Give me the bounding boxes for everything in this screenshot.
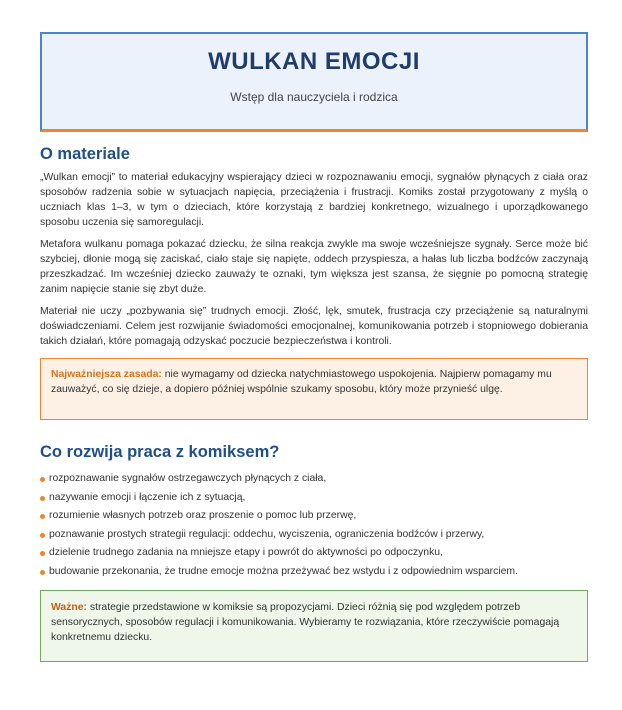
list-item [40,526,588,545]
list-item [40,507,588,526]
bullet-icon [40,570,45,575]
bullet-icon [40,514,45,519]
list-item [40,489,588,508]
note-text: strategie przedstawione w komiksie są propozycjami. Dzieci różnią się pod względem potrzeb sensorycznych, sposobów regulacji i komunikowania. Wybieramy te rozwiązania, które rzeczywiście pomagają konkretnemu dziecku. [51,602,560,643]
title-banner [40,32,588,132]
list-item-text: rozumienie własnych potrzeb oraz proszenie o pomoc lub przerwę, [49,510,357,521]
about-paragraph-2: Metafora wulkanu pomaga pokazać dziecku, że silna reakcja zwykle ma swoje wcześniejsze sygnały. Serce może bić szybciej, dłonie mogą się zaciskać, ciało staje się napięte, oddech przyspiesza, a hałas lub liczba bodźców zaczynają przeszkadzać. Im wcześniej dziecko zauważy te oznaki, tym większa jest szansa, że sięgnie po pomocną strategię zanim napięcie stanie się zbyt duże. [40,239,588,295]
list-item-text: poznawanie prostych strategii regulacji: oddechu, wyciszenia, ograniczenia bodźców i przerwy, [49,528,485,540]
list-item-text: dzielenie trudnego zadania na mniejsze etapy i powrót do aktywności po odpoczynku, [49,547,443,558]
about-paragraph-3: Materiał nie uczy „pozbywania się” trudnych emocji. Złość, lęk, smutek, frustracja czy przeciążenie są naturalnymi doświadczeniami. Celem jest rozwijanie świadomości emocjonalnej, komunikowania potrzeb i stopniowego dobierania takich działań, które pomagają odzyskać poczucie bezpieczeństwa i kontroli. [40,306,588,347]
list-item-text: rozpoznawanie sygnałów ostrzegawczych płynących z ciała, [49,473,327,484]
bullet-icon [40,496,45,501]
bullet-icon [40,477,45,482]
list-item [40,470,588,489]
about-paragraph-1: „Wulkan emocji” to materiał edukacyjny wspierający dzieci w rozpoznawaniu emocji, sygnałów płynących z ciała oraz sposobów radzenia sobie w sytuacjach napięcia, przeciążenia i frustracji. Komiks został przygotowany z myślą o uczniach klas 1–3, w tym o dzieciach, które korzystają z bardziej konkretnego, wizualnego i uporządkowanego sposobu uczenia się samoregulacji. [40,172,588,228]
page-title: WULKAN EMOCJI [208,48,420,75]
bullet-icon [40,551,45,556]
list-item [40,563,588,582]
note-callout [40,590,588,662]
list-item-text: nazywanie emocji i łączenie ich z sytuacją, [49,491,246,503]
principle-lead: Najważniejsza zasada: [51,369,162,380]
list-item [40,544,588,563]
principle-callout [40,358,588,420]
list-item-text: budowanie przekonania, że trudne emocje można przeżywać bez wstydu i z odpowiednim wsparciem. [49,565,518,577]
benefits-list [40,470,588,581]
principle-text: nie wymagamy od dziecka natychmiastowego uspokojenia. Najpierw pomagamy mu zauważyć, co się dzieje, a dopiero później wspólnie szukamy sposobu, który może przynieść ulgę. [51,369,552,395]
section-heading-about: O materiale [40,145,130,163]
section-heading-benefits: Co rozwija praca z komiksem? [40,443,280,461]
note-lead: Ważne: [51,602,87,613]
bullet-icon [40,533,45,538]
document-page [40,32,588,662]
page-subtitle: Wstęp dla nauczyciela i rodzica [230,90,398,104]
